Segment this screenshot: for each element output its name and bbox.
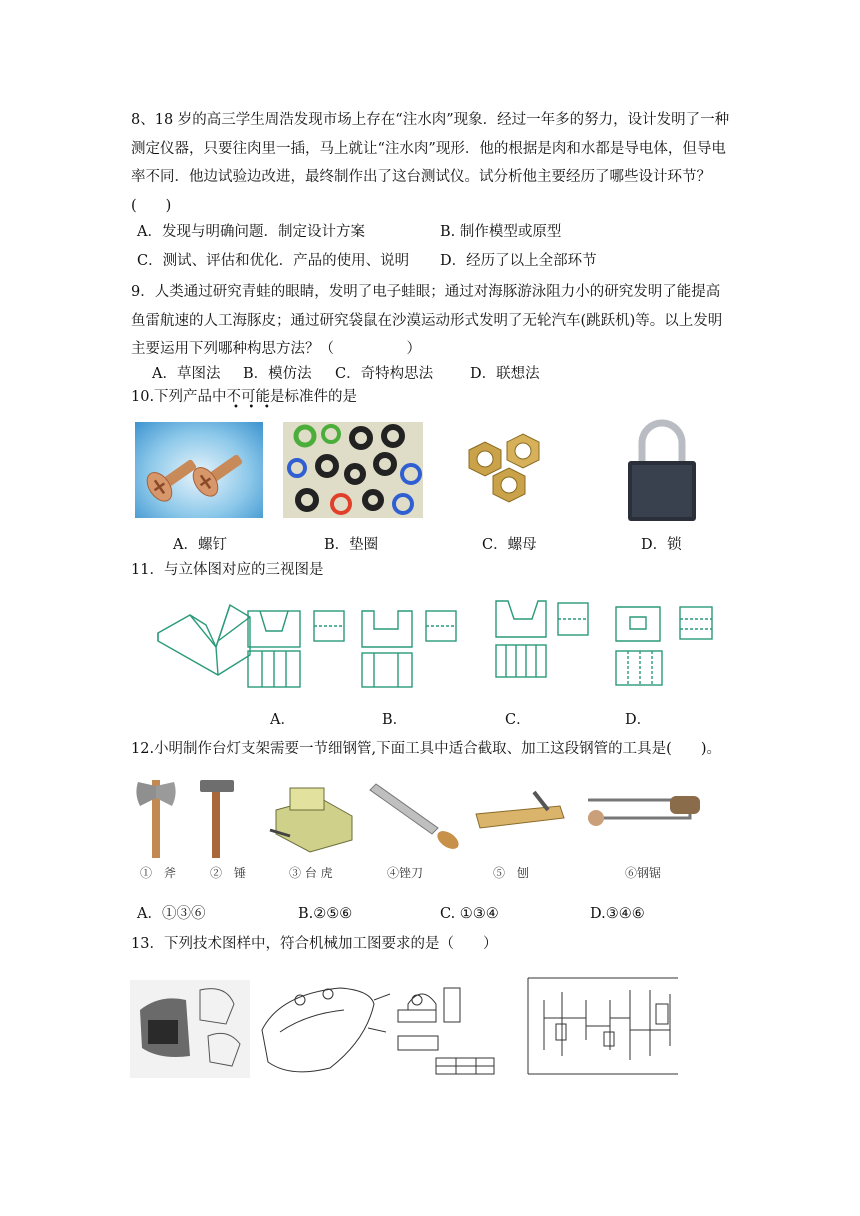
mechanical-drawing-image	[398, 988, 494, 1074]
hacksaw-icon	[588, 796, 700, 826]
q9-option-d: D．联想法	[470, 366, 540, 382]
axe-icon	[136, 780, 175, 858]
q8-stem: 8、18 岁的高三学生周浩发现市场上存在“注水肉”现象．经过一年多的努力，设计发明了一种测定仪器，只要往肉里一插，马上就让“注水肉”现形．他的根据是肉和水都是导电体，但导电率不同．他边试验边改进，最终制作出了这台测试仪。试分析他主要经历了哪些设计环节？( )	[131, 112, 730, 214]
q11-caption-a: A．	[270, 712, 295, 728]
tool-label-6: ⑥钢锯	[625, 866, 662, 880]
washers-image	[283, 422, 423, 518]
lock-image	[622, 419, 702, 523]
q10-caption-a: A．螺钉	[173, 537, 227, 553]
q12-option-b: B.②⑤⑥	[298, 906, 353, 922]
q11-caption-b: B．	[382, 712, 408, 728]
q12-stem: 12.小明制作台灯支架需要一节细钢管,下面工具中适合截取、加工这段钢管的工具是( )。	[131, 741, 721, 757]
tool-label-5: ⑤ 刨	[493, 866, 530, 880]
car-sketch-image	[262, 988, 390, 1072]
file-icon	[370, 784, 462, 853]
q9-option-b: B．模仿法	[243, 366, 312, 382]
q9-option-c: C．奇特构思法	[335, 366, 434, 382]
q9-option-a: A．草图法	[152, 366, 221, 382]
q11-caption-c: C．	[505, 712, 531, 728]
tool-label-1: ① 斧	[140, 866, 177, 880]
tools-images	[130, 770, 720, 860]
three-view-drawings	[150, 595, 720, 695]
product-sketch-image	[130, 980, 250, 1078]
q10-stem: 10.下列产品中不可能是标准件的是	[131, 389, 358, 405]
q8-option-b: B. 制作模型或原型	[440, 224, 562, 240]
q8-option-c: C．测试、评估和优化．产品的使用、说明	[137, 253, 410, 269]
q12-option-a: A．①③⑥	[137, 906, 206, 922]
q11-caption-d: D．	[625, 712, 652, 728]
screws-image	[135, 422, 263, 518]
q13-stem: 13．下列技术图样中，符合机械加工图要求的是（ ）	[131, 936, 498, 952]
emphasis-dots: • • •	[233, 402, 270, 413]
q10-caption-c: C．螺母	[482, 537, 537, 553]
q12-option-d: D.③④⑥	[590, 906, 645, 922]
q8-option-a: A．发现与明确问题．制定设计方案	[137, 224, 365, 240]
q9-stem: 9．人类通过研究青蛙的眼睛，发明了电子蛙眼；通过对海豚游泳阻力小的研究发明了能提高鱼雷航速的人工海豚皮；通过研究袋鼠在沙漠运动形式发明了无轮汽车(跳跃机)等。以上发明主要运用下列哪种构思方法？（ ）	[131, 284, 723, 357]
tool-label-3: ③ 台 虎	[289, 866, 333, 880]
hammer-icon	[200, 780, 234, 858]
q10-caption-b: B．垫圈	[324, 537, 379, 553]
tool-label-4: ④锉刀	[387, 866, 424, 880]
q11-stem: 11．与立体图对应的三视图是	[131, 562, 324, 578]
tool-label-2: ② 锤	[210, 866, 247, 880]
bench-vise-icon	[270, 788, 352, 852]
q8-option-d: D．经历了以上全部环节	[440, 253, 597, 269]
q12-option-c: C. ①③④	[440, 906, 499, 922]
circuit-diagram-image	[528, 978, 678, 1074]
nuts-image	[449, 420, 566, 520]
plane-icon	[476, 792, 564, 828]
technical-drawings	[130, 970, 690, 1082]
q10-caption-d: D．锁	[641, 537, 682, 553]
